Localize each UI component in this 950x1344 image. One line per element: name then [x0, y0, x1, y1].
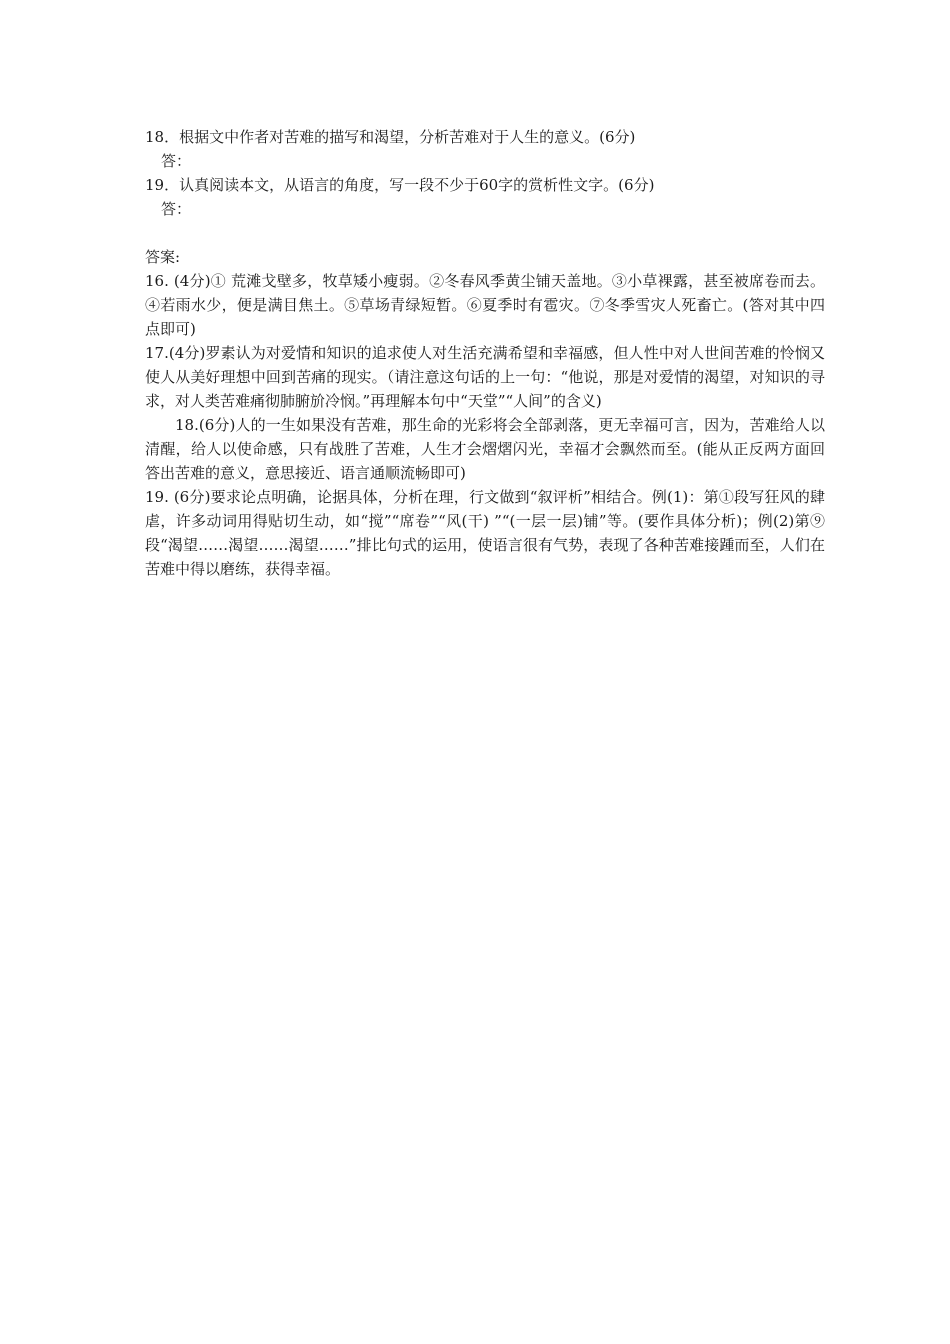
- answer-label-19: 答：: [161, 200, 192, 218]
- spacer: [145, 221, 825, 245]
- answer-18: 18.(6分)人的一生如果没有苦难，那生命的光彩将会全部剥落，更无幸福可言，因为，苦难给人以清醒，给人以使命感，只有战胜了苦难，人生才会熠熠闪光，幸福才会飘然而至。(能从正反两方面回答出苦难的意义，意思接近、语言通顺流畅即可): [145, 416, 825, 482]
- question-18: 18．根据文中作者对苦难的描写和渴望，分析苦难对于人生的意义。(6分): [145, 128, 636, 146]
- document-page: [145, 125, 825, 581]
- answers-heading: 答案:: [145, 248, 181, 266]
- answer-16: 16. (4分)① 荒滩戈壁多，牧草矮小瘦弱。②冬春风季黄尘铺天盖地。③小草裸露，甚至被席卷而去。④若雨水少，便是满目焦土。⑤草场青绿短暂。⑥夏季时有雹灾。⑦冬季雪灾人死畜亡。(答对其中四点即可): [145, 272, 825, 338]
- question-19: 19．认真阅读本文，从语言的角度，写一段不少于60字的赏析性文字。(6分): [145, 176, 655, 194]
- answer-19: 19. (6分)要求论点明确，论据具体，分析在理，行文做到“叙评析”相结合。例(1)：第①段写狂风的肆虐，许多动词用得贴切生动，如“搅”“席卷”“风(干) ”“(一层一层)铺”等。(要作具体分析)；例(2)第⑨段“渴望……渴望……渴望……”排比句式的运用，使语言很有气势，表现了各种苦难接踵而至，人们在苦难中得以磨练，获得幸福。: [145, 488, 825, 578]
- answer-17: 17.(4分)罗素认为对爱情和知识的追求使人对生活充满希望和幸福感，但人性中对人世间苦难的怜悯又使人从美好理想中回到苦痛的现实。（请注意这句话的上一句：“他说，那是对爱情的渴望，对知识的寻求，对人类苦难痛彻肺腑斺冷悯。”再理解本句中“天堂”“人间”的含义): [145, 344, 825, 410]
- answer-label-18: 答：: [161, 152, 192, 170]
